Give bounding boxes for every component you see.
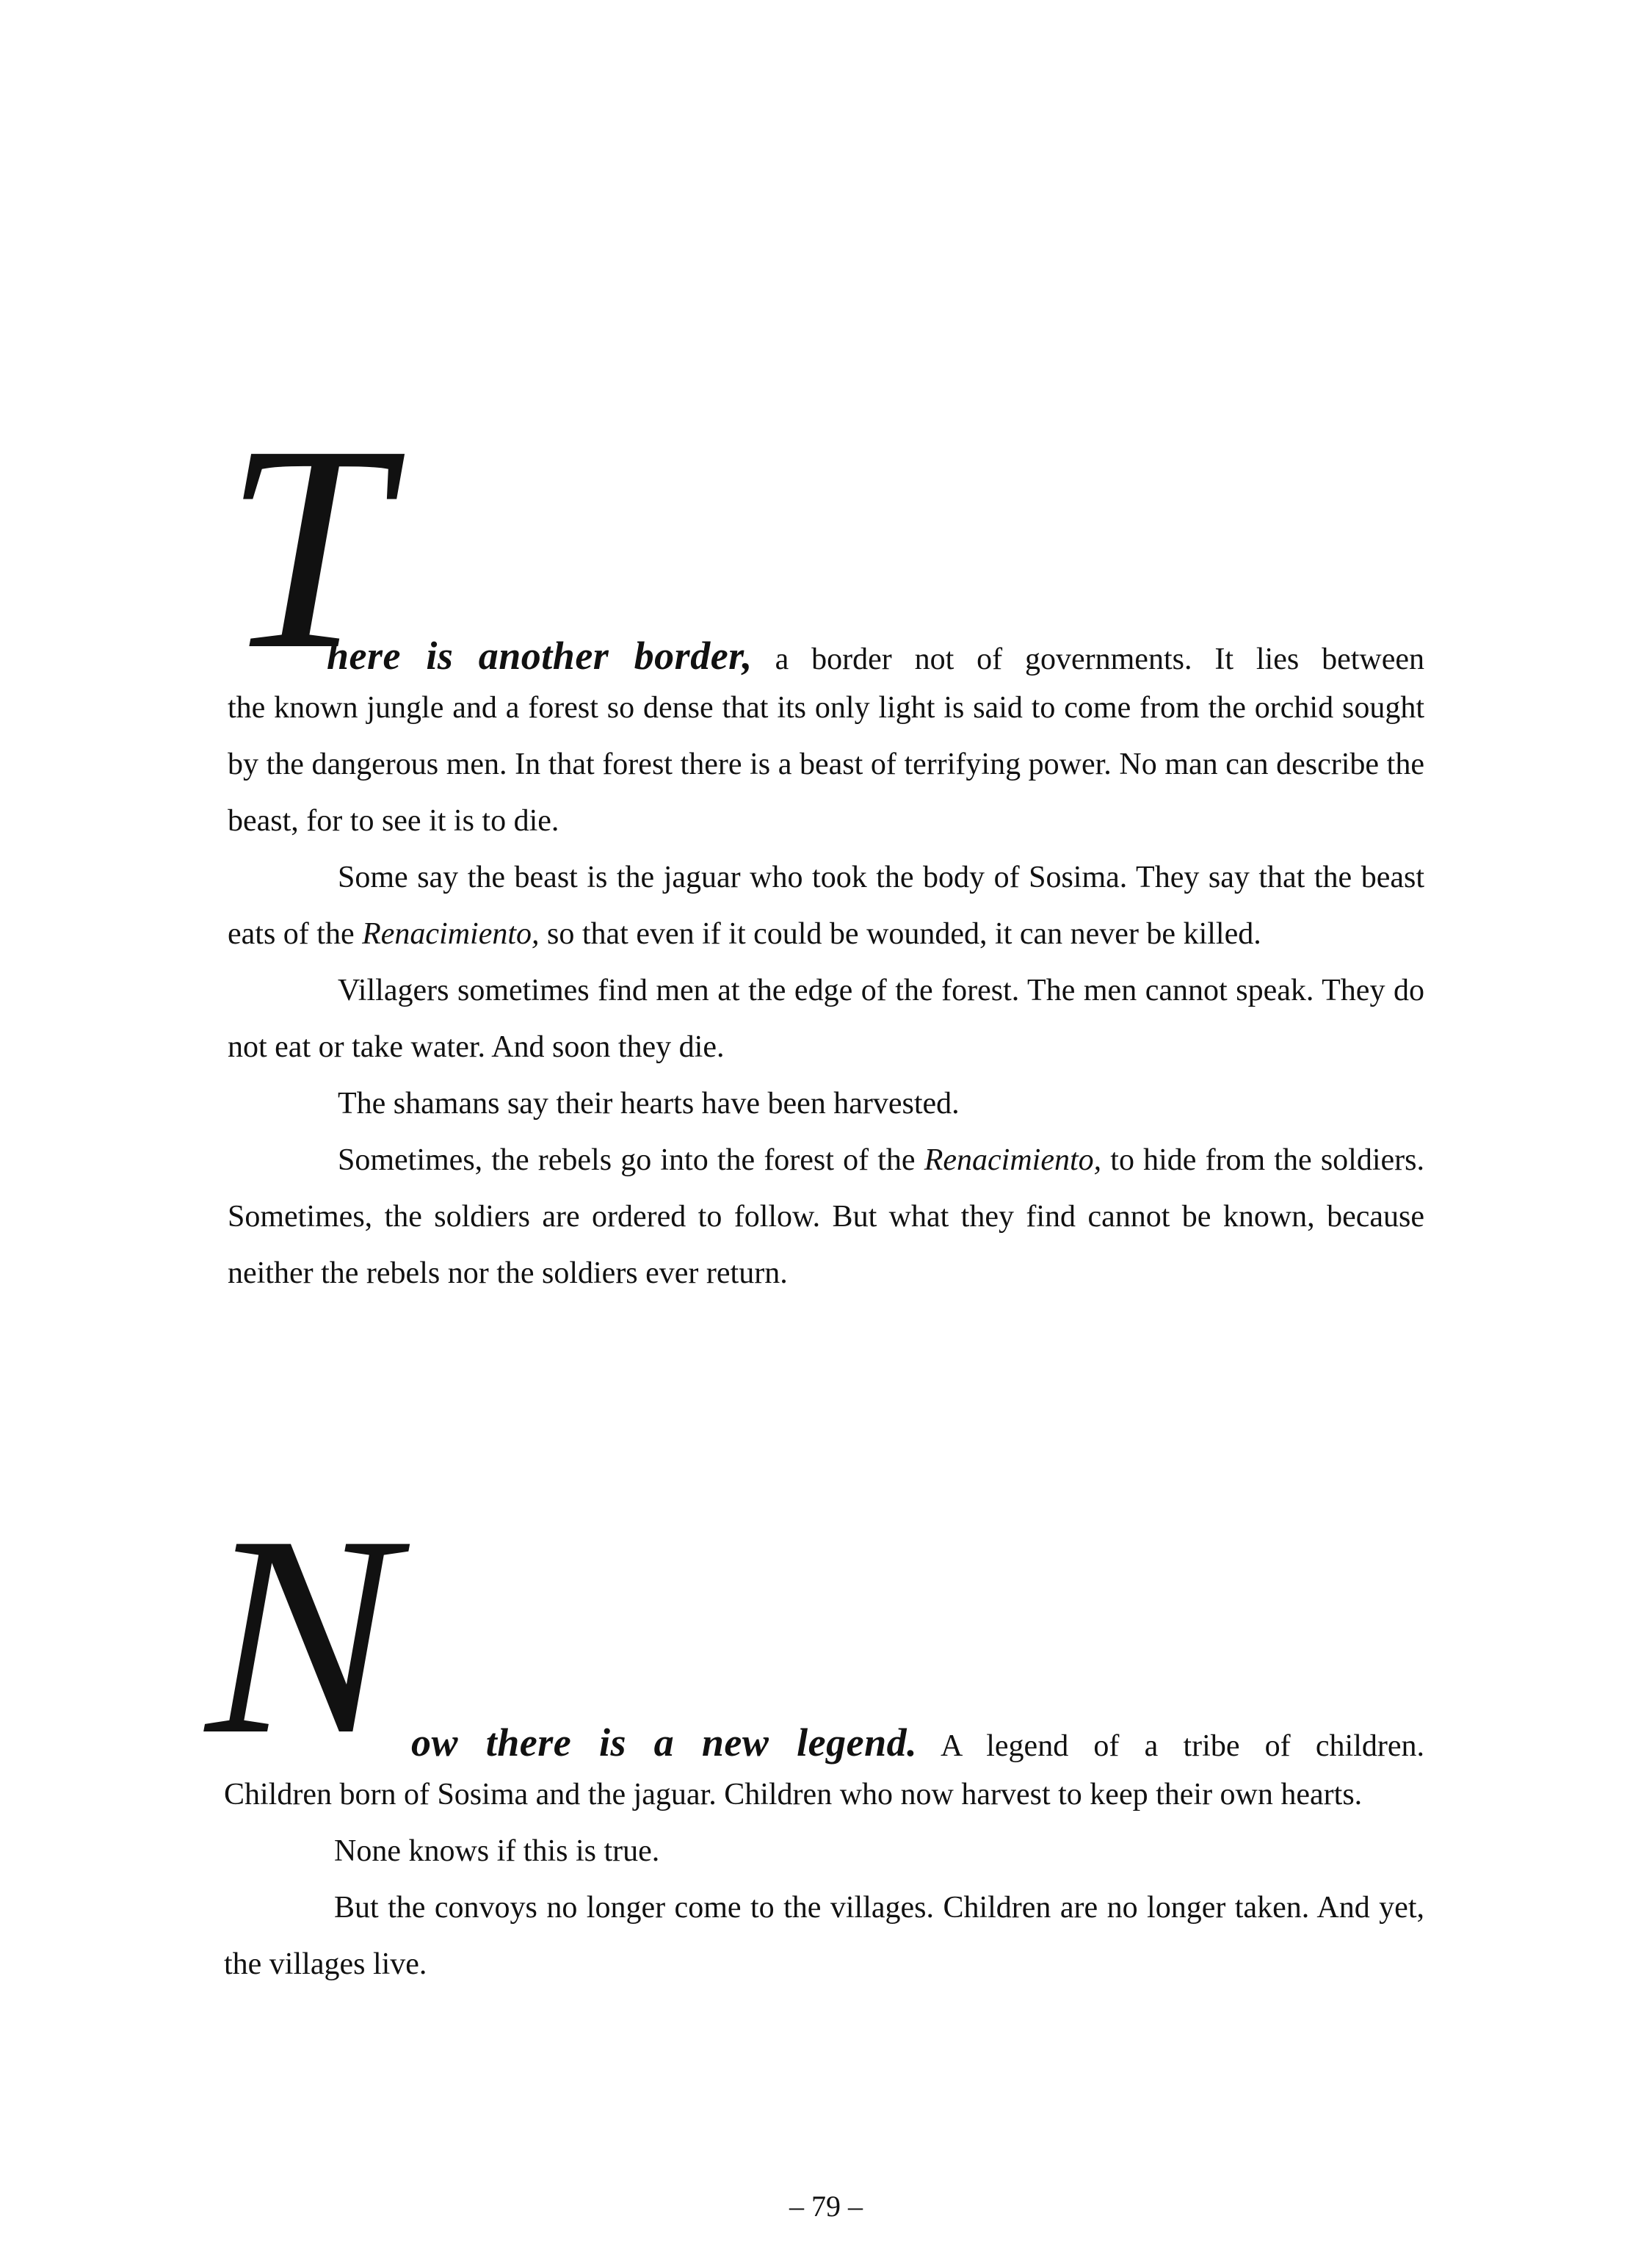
- paragraph-2-text-a: Some say the beast is the jaguar who took the body of Sosima. They say that the beast eats of the: [228, 861, 1424, 951]
- renacimiento-italic-1: Renacimiento,: [362, 917, 540, 951]
- section-two-paragraph-1: Children born of Sosima and the jaguar. Children who now harvest to keep their own hearts.: [224, 1778, 1363, 1812]
- section-one-first-line: [327, 636, 1424, 676]
- section-one-lead-phrase: here is another border,: [327, 634, 753, 678]
- section-another-border: [224, 385, 1424, 1302]
- section-one-paragraph-4: The shamans say their hearts have been harvested.: [338, 1087, 960, 1121]
- paragraph-2-text-b: so that even if it could be wounded, it can never be killed.: [539, 917, 1261, 951]
- section-one-paragraph-2: [228, 850, 1424, 963]
- section-one-body: [228, 680, 1424, 1302]
- section-two-paragraph-2: None knows if this is true.: [334, 1834, 660, 1868]
- section-one-first-line-text: a border not of governments. It lies between: [775, 643, 1424, 676]
- section-two-heading-row: [206, 1477, 1424, 1794]
- section-two-paragraph-3: But the convoys no longer come to the villages. Children are no longer taken. And yet, the villages live.: [224, 1891, 1424, 1981]
- section-two-first-line: [411, 1720, 1424, 1765]
- section-new-legend: [206, 1477, 1424, 1993]
- section-one-paragraph-5: [228, 1132, 1424, 1302]
- section-two-first-line-text: A legend of a tribe of children.: [941, 1729, 1424, 1763]
- section-two-body: [224, 1767, 1424, 1993]
- paragraph-5-text-a: Sometimes, the rebels go into the forest of the: [338, 1143, 924, 1177]
- section-two-lead-phrase: ow there is a new legend.: [411, 1720, 918, 1765]
- section-one-paragraph-3: Villagers sometimes find men at the edge of the forest. The men cannot speak. They do not eat or take water. And soon they die.: [228, 974, 1424, 1064]
- renacimiento-italic-2: Renacimiento,: [924, 1143, 1102, 1177]
- drop-cap-t: T: [224, 385, 388, 710]
- paragraph-5-text-b: to hide from the soldiers. Sometimes, the soldiers are ordered to follow. But what they find cannot be known, because neither the rebels nor the soldiers ever return.: [228, 1143, 1424, 1290]
- section-one-heading-row: [224, 385, 1424, 710]
- section-one-paragraph-1: the known jungle and a forest so dense that its only light is said to come from the orchid sought by the dangerous men. In that forest there is a beast of terrifying power. No man can describe the beast, for to see it is to die.: [228, 691, 1424, 838]
- drop-cap-n: N: [206, 1477, 397, 1794]
- page-number: – 79 –: [789, 2190, 863, 2223]
